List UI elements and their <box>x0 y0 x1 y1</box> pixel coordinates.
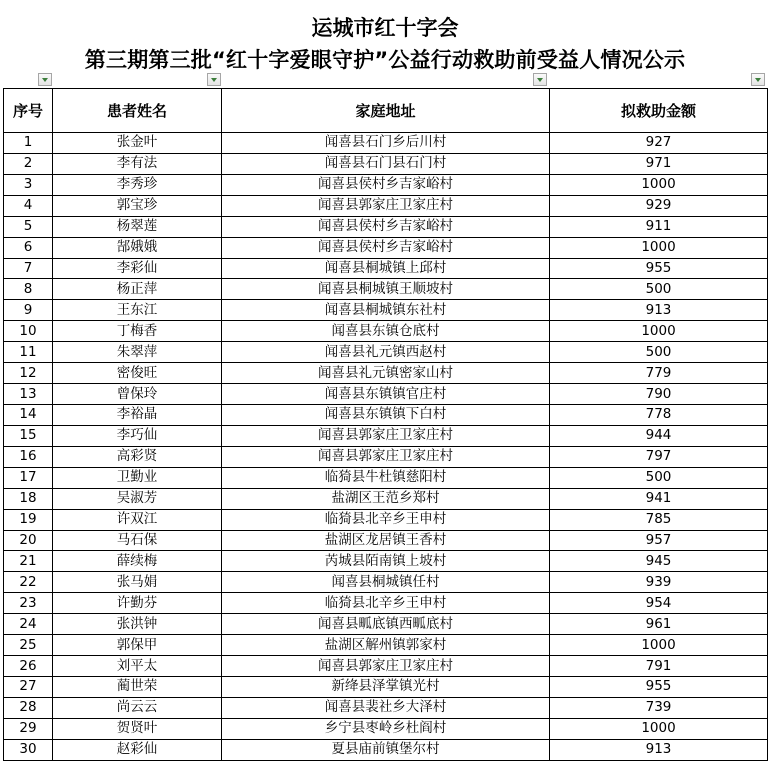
cell-patient-name[interactable]: 张洪钟 <box>53 614 222 635</box>
cell-address[interactable]: 临猗县北辛乡王申村 <box>222 593 550 614</box>
cell-patient-name[interactable]: 朱翠萍 <box>53 342 222 363</box>
table-row <box>4 635 768 656</box>
cell-patient-name[interactable]: 杨正萍 <box>53 279 222 300</box>
cell-address[interactable]: 闻喜县郭家庄卫家庄村 <box>222 425 550 446</box>
cell-address[interactable]: 乡宁县枣岭乡杜阎村 <box>222 718 550 739</box>
cell-index[interactable]: 30 <box>4 739 53 760</box>
page-subtitle: 第三期第三批“红十字爱眼守护”公益行动救助前受益人情况公示 <box>84 48 686 72</box>
column-header-address[interactable]: 家庭地址 <box>222 89 550 133</box>
cell-amount[interactable]: 797 <box>550 446 768 467</box>
table-row <box>4 404 768 425</box>
cell-patient-name[interactable]: 马石保 <box>53 530 222 551</box>
cell-address[interactable]: 芮城县陌南镇上坡村 <box>222 551 550 572</box>
table-row <box>4 174 768 195</box>
cell-amount[interactable]: 1000 <box>550 718 768 739</box>
cell-address[interactable]: 闻喜县桐城镇东社村 <box>222 300 550 321</box>
cell-patient-name[interactable]: 蔺世荣 <box>53 676 222 697</box>
cell-address[interactable]: 闻喜县礼元镇西赵村 <box>222 342 550 363</box>
cell-address[interactable]: 闻喜县畖底镇西畖底村 <box>222 614 550 635</box>
cell-index[interactable]: 28 <box>4 697 53 718</box>
cell-index[interactable]: 24 <box>4 614 53 635</box>
table-row <box>4 551 768 572</box>
cell-patient-name[interactable]: 许双江 <box>53 509 222 530</box>
cell-amount[interactable]: 911 <box>550 216 768 237</box>
cell-index[interactable]: 21 <box>4 551 53 572</box>
cell-index[interactable]: 15 <box>4 425 53 446</box>
table-row <box>4 363 768 384</box>
cell-amount[interactable]: 1000 <box>550 237 768 258</box>
cell-amount[interactable]: 913 <box>550 739 768 760</box>
cell-index[interactable]: 4 <box>4 195 53 216</box>
table-row <box>4 718 768 739</box>
cell-address[interactable]: 闻喜县桐城镇王顺坡村 <box>222 279 550 300</box>
cell-index[interactable]: 20 <box>4 530 53 551</box>
cell-amount[interactable]: 954 <box>550 593 768 614</box>
table-row <box>4 133 768 154</box>
cell-patient-name[interactable]: 尚云云 <box>53 697 222 718</box>
cell-address[interactable]: 盐湖区龙居镇王香村 <box>222 530 550 551</box>
cell-address[interactable]: 闻喜县东镇镇下白村 <box>222 404 550 425</box>
cell-amount[interactable]: 790 <box>550 384 768 405</box>
cell-index[interactable]: 10 <box>4 321 53 342</box>
cell-address[interactable]: 闻喜县郭家庄卫家庄村 <box>222 195 550 216</box>
cell-index[interactable]: 11 <box>4 342 53 363</box>
cell-index[interactable]: 12 <box>4 363 53 384</box>
table-row <box>4 676 768 697</box>
filter-dropdown-name[interactable] <box>207 73 221 86</box>
cell-patient-name[interactable]: 郜娥娥 <box>53 237 222 258</box>
table-body <box>4 133 768 761</box>
cell-address[interactable]: 闻喜县石门乡后川村 <box>222 133 550 154</box>
cell-address[interactable]: 闻喜县侯村乡吉家峪村 <box>222 174 550 195</box>
page-title: 运城市红十字会 <box>311 16 459 40</box>
cell-amount[interactable]: 945 <box>550 551 768 572</box>
table-row <box>4 216 768 237</box>
cell-index[interactable]: 19 <box>4 509 53 530</box>
chevron-down-icon <box>755 78 761 82</box>
cell-address[interactable]: 夏县庙前镇堡尔村 <box>222 739 550 760</box>
table-row <box>4 593 768 614</box>
cell-index[interactable]: 16 <box>4 446 53 467</box>
cell-amount[interactable]: 739 <box>550 697 768 718</box>
cell-amount[interactable]: 913 <box>550 300 768 321</box>
cell-address[interactable]: 闻喜县桐城镇任村 <box>222 572 550 593</box>
table-row <box>4 509 768 530</box>
cell-patient-name[interactable]: 曾保玲 <box>53 384 222 405</box>
cell-amount[interactable]: 939 <box>550 572 768 593</box>
cell-amount[interactable]: 961 <box>550 614 768 635</box>
cell-amount[interactable]: 791 <box>550 656 768 677</box>
cell-amount[interactable]: 955 <box>550 676 768 697</box>
cell-patient-name[interactable]: 张金叶 <box>53 133 222 154</box>
cell-patient-name[interactable]: 丁梅香 <box>53 321 222 342</box>
cell-patient-name[interactable]: 李裕晶 <box>53 404 222 425</box>
cell-address[interactable]: 闻喜县郭家庄卫家庄村 <box>222 656 550 677</box>
filter-dropdown-index[interactable] <box>38 73 52 86</box>
table-row <box>4 153 768 174</box>
table-row <box>4 572 768 593</box>
column-header-index[interactable]: 序号 <box>4 89 53 133</box>
cell-address[interactable]: 闻喜县石门县石门村 <box>222 153 550 174</box>
cell-amount[interactable]: 785 <box>550 509 768 530</box>
cell-amount[interactable]: 957 <box>550 530 768 551</box>
cell-patient-name[interactable]: 李彩仙 <box>53 258 222 279</box>
cell-address[interactable]: 闻喜县裴社乡大泽村 <box>222 697 550 718</box>
cell-address[interactable]: 闻喜县礼元镇密家山村 <box>222 363 550 384</box>
table-row <box>4 384 768 405</box>
cell-amount[interactable]: 779 <box>550 363 768 384</box>
cell-index[interactable]: 1 <box>4 133 53 154</box>
table-row <box>4 467 768 488</box>
cell-patient-name[interactable]: 李秀珍 <box>53 174 222 195</box>
cell-patient-name[interactable]: 薛续梅 <box>53 551 222 572</box>
cell-amount[interactable]: 500 <box>550 342 768 363</box>
cell-patient-name[interactable]: 高彩贤 <box>53 446 222 467</box>
chevron-down-icon <box>42 78 48 82</box>
table-row <box>4 697 768 718</box>
cell-index[interactable]: 18 <box>4 488 53 509</box>
table-row <box>4 300 768 321</box>
column-header-name[interactable]: 患者姓名 <box>53 89 222 133</box>
cell-amount[interactable]: 971 <box>550 153 768 174</box>
cell-index[interactable]: 7 <box>4 258 53 279</box>
cell-address[interactable]: 闻喜县侯村乡吉家峪村 <box>222 237 550 258</box>
table-row <box>4 237 768 258</box>
cell-patient-name[interactable]: 郭保甲 <box>53 635 222 656</box>
cell-patient-name[interactable]: 赵彩仙 <box>53 739 222 760</box>
cell-patient-name[interactable]: 张马娟 <box>53 572 222 593</box>
table-row <box>4 195 768 216</box>
chevron-down-icon <box>537 78 543 82</box>
cell-index[interactable]: 9 <box>4 300 53 321</box>
cell-address[interactable]: 临猗县北辛乡王申村 <box>222 509 550 530</box>
cell-index[interactable]: 23 <box>4 593 53 614</box>
cell-index[interactable]: 3 <box>4 174 53 195</box>
filter-dropdown-amount[interactable] <box>751 73 765 86</box>
cell-patient-name[interactable]: 刘平太 <box>53 656 222 677</box>
table-row <box>4 530 768 551</box>
cell-patient-name[interactable]: 吴淑芳 <box>53 488 222 509</box>
cell-patient-name[interactable]: 李有法 <box>53 153 222 174</box>
table-row <box>4 342 768 363</box>
cell-patient-name[interactable]: 贺贤叶 <box>53 718 222 739</box>
cell-address[interactable]: 新绛县泽掌镇光村 <box>222 676 550 697</box>
cell-amount[interactable]: 1000 <box>550 635 768 656</box>
cell-index[interactable]: 2 <box>4 153 53 174</box>
table-row <box>4 488 768 509</box>
table-row <box>4 446 768 467</box>
cell-address[interactable]: 闻喜县东镇仓底村 <box>222 321 550 342</box>
table-header-row <box>4 89 768 133</box>
cell-index[interactable]: 14 <box>4 404 53 425</box>
cell-amount[interactable]: 1000 <box>550 321 768 342</box>
cell-address[interactable]: 盐湖区王范乡郑村 <box>222 488 550 509</box>
cell-amount[interactable]: 944 <box>550 425 768 446</box>
cell-index[interactable]: 25 <box>4 635 53 656</box>
chevron-down-icon <box>211 78 217 82</box>
cell-patient-name[interactable]: 杨翠莲 <box>53 216 222 237</box>
column-header-amount[interactable]: 拟救助金额 <box>550 89 768 133</box>
table-row <box>4 279 768 300</box>
cell-address[interactable]: 闻喜县桐城镇上邱村 <box>222 258 550 279</box>
cell-patient-name[interactable]: 王东江 <box>53 300 222 321</box>
cell-amount[interactable]: 1000 <box>550 174 768 195</box>
cell-index[interactable]: 22 <box>4 572 53 593</box>
cell-amount[interactable]: 941 <box>550 488 768 509</box>
filter-dropdown-address[interactable] <box>533 73 547 86</box>
cell-index[interactable]: 29 <box>4 718 53 739</box>
cell-address[interactable]: 盐湖区解州镇郭家村 <box>222 635 550 656</box>
title-block <box>0 0 770 88</box>
cell-amount[interactable]: 500 <box>550 467 768 488</box>
table-row <box>4 321 768 342</box>
table-row <box>4 425 768 446</box>
beneficiary-table <box>3 88 768 761</box>
table-row <box>4 656 768 677</box>
cell-patient-name[interactable]: 郭宝珍 <box>53 195 222 216</box>
cell-index[interactable]: 5 <box>4 216 53 237</box>
cell-amount[interactable]: 929 <box>550 195 768 216</box>
cell-index[interactable]: 13 <box>4 384 53 405</box>
cell-address[interactable]: 闻喜县东镇镇官庄村 <box>222 384 550 405</box>
cell-patient-name[interactable]: 李巧仙 <box>53 425 222 446</box>
table-row <box>4 739 768 760</box>
cell-patient-name[interactable]: 许勤芬 <box>53 593 222 614</box>
cell-index[interactable]: 17 <box>4 467 53 488</box>
cell-index[interactable]: 26 <box>4 656 53 677</box>
cell-address[interactable]: 闻喜县侯村乡吉家峪村 <box>222 216 550 237</box>
cell-patient-name[interactable]: 密俊旺 <box>53 363 222 384</box>
cell-amount[interactable]: 955 <box>550 258 768 279</box>
cell-index[interactable]: 8 <box>4 279 53 300</box>
cell-amount[interactable]: 927 <box>550 133 768 154</box>
cell-amount[interactable]: 500 <box>550 279 768 300</box>
cell-index[interactable]: 27 <box>4 676 53 697</box>
cell-index[interactable]: 6 <box>4 237 53 258</box>
table-row <box>4 258 768 279</box>
cell-patient-name[interactable]: 卫勤业 <box>53 467 222 488</box>
table-row <box>4 614 768 635</box>
cell-address[interactable]: 临猗县牛杜镇慈阳村 <box>222 467 550 488</box>
cell-address[interactable]: 闻喜县郭家庄卫家庄村 <box>222 446 550 467</box>
cell-amount[interactable]: 778 <box>550 404 768 425</box>
